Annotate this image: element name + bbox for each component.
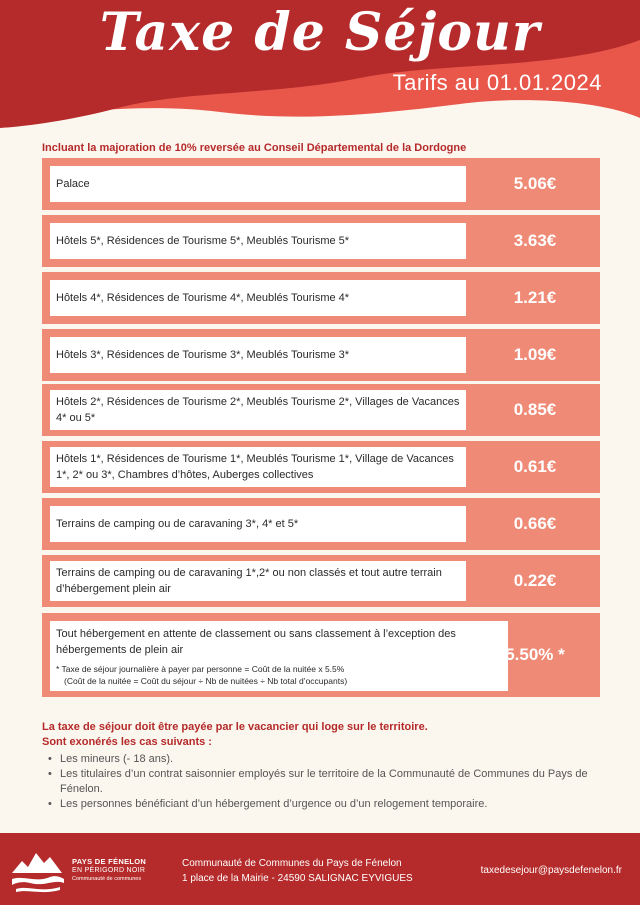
- page-title: Taxe de Séjour: [99, 2, 541, 63]
- rate-value: 5.06€: [513, 174, 557, 193]
- rate-row: [42, 158, 600, 210]
- calculation-note: * Taxe de séjour journalière à payer par personne = Coût de la nuitée x 5.5%: [56, 664, 345, 674]
- rate-label: Palace: [50, 166, 466, 202]
- rate-value: 5.50% *: [505, 645, 565, 664]
- rate-row-unclassified: [42, 613, 600, 697]
- rate-row: [42, 272, 600, 324]
- page-subtitle: Tarifs au 01.01.2024: [392, 70, 602, 95]
- unclassified-label: Tout hébergement en attente de classement ou sans classement à l’exception des hébergements de plein air: [56, 628, 456, 656]
- rate-row: [42, 329, 600, 381]
- address-line-2: 1 place de la Mairie - 24590 SALIGNAC EYVIGUES: [182, 873, 413, 884]
- exemptions-heading: Sont exonérés les cas suivants :: [42, 736, 212, 748]
- logo-line-3: Communauté de communes: [72, 876, 142, 882]
- header-banner: [0, 0, 640, 130]
- rate-label: Hôtels 3*, Résidences de Tourisme 3*, Meublés Tourisme 3*: [50, 337, 466, 373]
- list-item: • Les titulaires d’un contrat saisonnier employés sur le territoire de la Communauté de Communes du Pays de Fénelon.: [60, 767, 602, 797]
- rate-value: 0.66€: [513, 514, 557, 533]
- rate-label: [50, 621, 508, 691]
- intro-text: Incluant la majoration de 10% reversée au Conseil Départemental de la Dordogne: [42, 142, 467, 154]
- rate-value: 3.63€: [513, 231, 557, 250]
- list-item: • Les personnes bénéficiant d’un hébergement d’urgence ou d’un relogement temporaire.: [60, 797, 602, 812]
- rate-value: 0.85€: [513, 400, 557, 419]
- rate-value: 0.22€: [513, 571, 557, 590]
- logo-line-2: EN PÉRIGORD NOIR: [72, 867, 146, 874]
- rate-label: Terrains de camping ou de caravaning 3*, 4* et 5*: [50, 506, 466, 542]
- logo-mountains-icon: [10, 843, 66, 897]
- exemptions-list: [42, 752, 602, 812]
- rate-value: 0.61€: [513, 457, 557, 476]
- rate-row: [42, 384, 600, 436]
- pays-de-fenelon-logo: [10, 843, 66, 897]
- rate-row: [42, 498, 600, 550]
- rate-label: Hôtels 1*, Résidences de Tourisme 1*, Meublés Tourisme 1*, Village de Vacances 1*, 2* ou 3*, Chambres d’hôtes, Auberges collectives: [50, 447, 466, 487]
- rate-label: Hôtels 2*, Résidences de Tourisme 2*, Meublés Tourisme 2*, Villages de Vacances 4* ou 5*: [50, 390, 466, 430]
- rate-row: [42, 441, 600, 493]
- footer: [0, 833, 640, 905]
- footer-address: [182, 856, 413, 886]
- rate-label: Terrains de camping ou de caravaning 1*,2* ou non classés et tout autre terrain d’hébergement plein air: [50, 561, 466, 601]
- rate-row: [42, 215, 600, 267]
- rate-label: Hôtels 4*, Résidences de Tourisme 4*, Meublés Tourisme 4*: [50, 280, 466, 316]
- address-line-1: Communauté de Communes du Pays de Fénelon: [182, 858, 402, 869]
- logo-line-1: PAYS DE FÉNELON: [72, 857, 147, 866]
- rate-row: [42, 555, 600, 607]
- logo-text: [72, 857, 146, 882]
- rate-value: 1.21€: [513, 288, 557, 307]
- rate-label: Hôtels 5*, Résidences de Tourisme 5*, Meublés Tourisme 5*: [50, 223, 466, 259]
- calculation-note-detail: (Coût de la nuitée = Coût du séjour ÷ Nb de nuitées ÷ Nb total d’occupants): [64, 676, 348, 686]
- exemptions-section: [42, 720, 602, 812]
- contact-email-link[interactable]: taxedesejour@paysdefenelon.fr: [480, 865, 622, 876]
- rate-value: 1.09€: [513, 345, 557, 364]
- payer-statement: La taxe de séjour doit être payée par le vacancier qui loge sur le territoire.: [42, 721, 428, 733]
- list-item: • Les mineurs (- 18 ans).: [60, 752, 602, 767]
